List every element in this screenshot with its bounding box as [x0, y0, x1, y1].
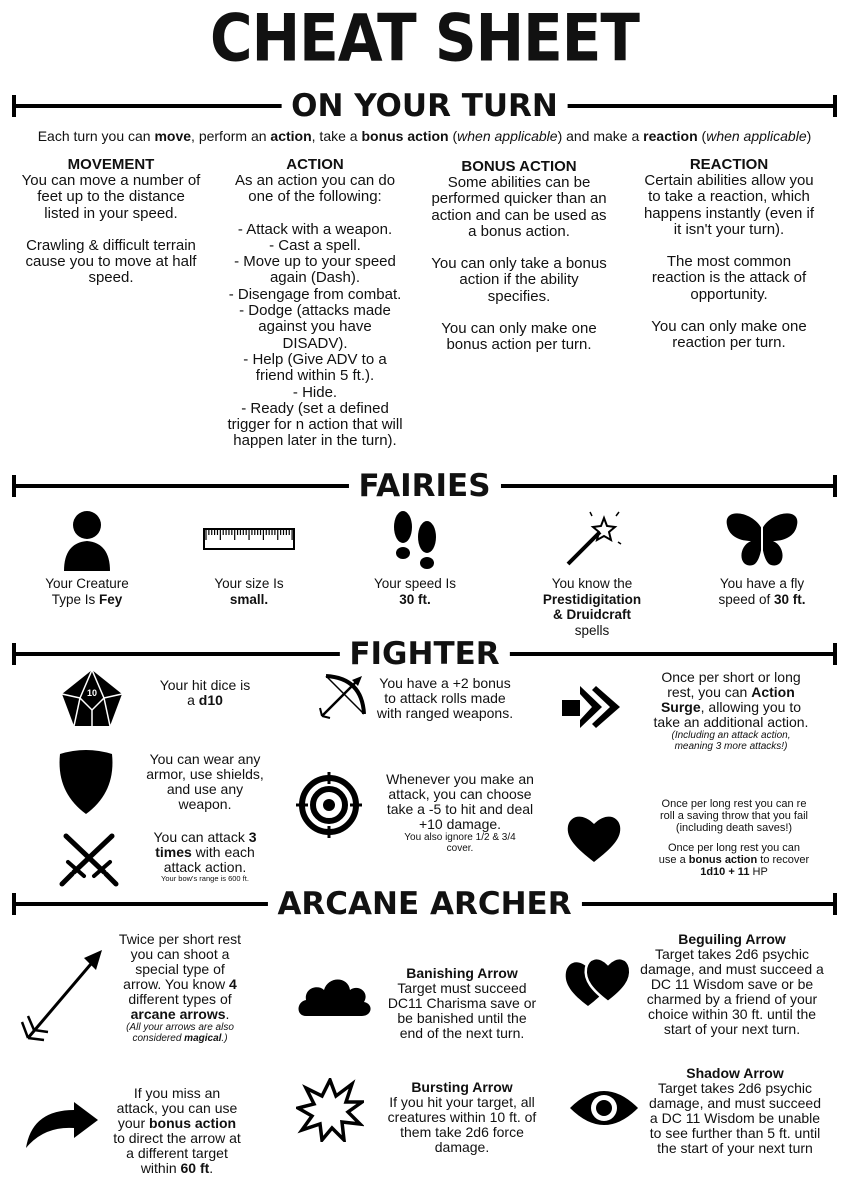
section-header-fighter [12, 634, 837, 674]
bursting-arrow: Bursting Arrow If you hit your target, all creatures within 10 ft. of them take 2d6 force damage. [387, 1079, 537, 1155]
column-heading: MOVEMENT [67, 156, 155, 173]
butterfly-icon [692, 508, 832, 572]
shield-icon [56, 748, 116, 816]
shadow-arrow: Shadow Arrow Target takes 2d6 psychic damage, and must succeed a DC 11 Wisdom be unable to see further than 5 ft. until the start of your next turn [649, 1065, 821, 1156]
reaction-column [622, 156, 836, 352]
die-number: 10 [86, 688, 98, 698]
column-text: You can move a number of feet up to the distance listed in your speed. [21, 172, 201, 222]
column-text: You can only take a bonus action if the ability specifies. [431, 255, 607, 305]
sharpshooter-text: Whenever you make an attack, you can choose take a -5 to hit and deal +10 damage. You also ignore 1/2 & 3/4 cover. [386, 771, 534, 854]
arrows-icon [562, 686, 622, 728]
section-title: FAIRIES [348, 466, 500, 506]
magic-wand-icon [527, 508, 657, 572]
section-title: ON YOUR TURN [281, 86, 568, 126]
burst-icon [296, 1078, 364, 1142]
column-heading: BONUS ACTION [461, 158, 577, 175]
arrow-icon [18, 948, 106, 1046]
hit-dice-text: Your hit dice is a d10 [159, 677, 251, 708]
section-header-arcane-archer [12, 884, 837, 924]
second-wind-text: Once per long rest you can re roll a saving throw that you fail (including death saves!) Once per long rest you can use a bonus action to recover 1d10 + 11 HP [658, 798, 810, 878]
action-column [214, 156, 416, 450]
fairy-fly: You have a fly speed of 30 ft. [692, 508, 832, 607]
redirect-arrow-text: If you miss an attack, you can use your bonus action to direct the arrow at a different target within 60 ft. [113, 1085, 241, 1176]
section-header-on-your-turn [12, 86, 837, 126]
beguiling-arrow: Beguiling Arrow Target takes 2d6 psychic damage, and must succeed a DC 11 Wisdom save or be charmed by a friend of your choice within 30 ft. until the start of your next turn. [640, 931, 824, 1037]
person-icon [22, 508, 152, 572]
movement-column [10, 156, 212, 287]
arcane-shot-text: Twice per short rest you can shoot a special type of arrow. You know 4 different types of arcane arrows. (All your arrows are also considered magical.) [118, 931, 242, 1044]
arrow-title: Beguiling Arrow [678, 931, 786, 947]
footprints-icon [350, 508, 480, 572]
bow-icon [318, 670, 370, 720]
column-text: As an action you can do one of the following: [234, 172, 396, 206]
bonus-action-column [418, 158, 620, 354]
arrow-title: Banishing Arrow [406, 965, 518, 981]
section-header-fairies [12, 466, 837, 506]
heart-icon [566, 812, 622, 864]
ranged-bonus-text: You have a +2 bonus to attack rolls made with ranged weapons. [376, 675, 514, 721]
section-title: FIGHTER [339, 634, 509, 674]
hearts-icon [564, 950, 634, 1010]
d10-icon [60, 668, 124, 730]
column-text: You can only make one bonus action per turn. [441, 320, 597, 354]
extra-attack-text: You can attack 3 times with each attack action. Your bow's range is 600 ft. [153, 829, 257, 883]
armor-text: You can wear any armor, use shields, and use any weapon. [146, 751, 264, 812]
column-text: You can only make one reaction per turn. [651, 318, 807, 352]
fairy-creature-type: Your Creature Type Is Fey [22, 508, 152, 607]
ruler-icon [184, 508, 314, 572]
section-title: ARCANE ARCHER [267, 884, 581, 924]
column-text: Crawling & difficult terrain cause you to move at half speed. [25, 236, 197, 287]
action-surge-text: Once per short or long rest, you can Action Surge, allowing you to take an additional action. (Including an attack action, meaning 3 more attacks!) [653, 669, 809, 752]
fairy-size: Your size Is small. [184, 508, 314, 607]
column-text: Certain abilities allow you to take a reaction, which happens instantly (even if it isn't your turn). [643, 172, 815, 238]
turn-intro: Each turn you can move, perform an action, take a bonus action (when applicable) and make a reaction (when applicable) [37, 128, 812, 144]
arrow-title: Shadow Arrow [686, 1065, 784, 1081]
column-text: The most common reaction is the attack of opportunity. [651, 253, 807, 303]
column-text: Some abilities can be performed quicker than an action and can be used as a bonus action. [431, 174, 607, 240]
eye-icon [568, 1086, 640, 1130]
page-title: CHEAT SHEET [210, 0, 639, 77]
column-list: - Attack with a weapon. - Cast a spell. - Move up to your speed again (Dash). - Disengage from combat. - Dodge (attacks made against you have DISADV). - Help (Give ADV to a friend within 5 ft.). - Hide. - Ready (set a defined trigger for n action that will happen later in the turn). [227, 220, 403, 450]
fairy-spells: You know the Prestidigitation & Druidcraft spells [527, 508, 657, 638]
column-heading: REACTION [689, 156, 769, 173]
curved-arrow-icon [22, 1102, 102, 1152]
target-icon [296, 772, 362, 838]
crossed-swords-icon [58, 832, 120, 888]
arrow-title: Bursting Arrow [411, 1079, 513, 1095]
cloud-icon [296, 972, 372, 1020]
fairy-speed: Your speed Is 30 ft. [350, 508, 480, 607]
column-heading: ACTION [286, 156, 344, 173]
banishing-arrow: Banishing Arrow Target must succeed DC11 Charisma save or be banished until the end of the next turn. [387, 965, 537, 1041]
